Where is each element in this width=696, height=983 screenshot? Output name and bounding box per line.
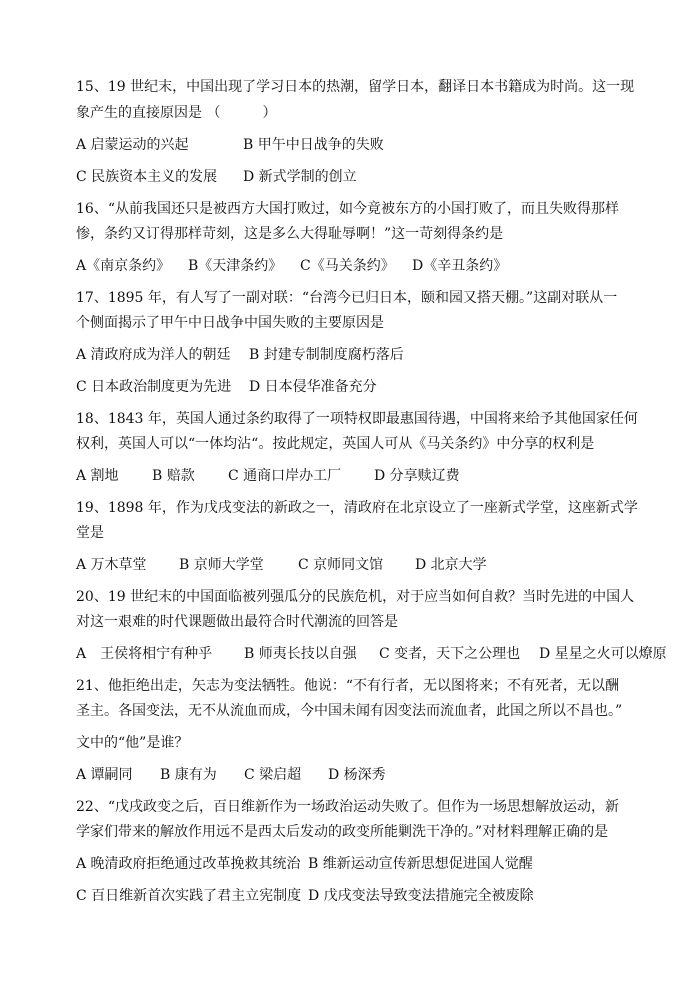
option-c: C 日本政治制度更为先进 [76, 379, 232, 395]
option-c: C 百日维新首次实践了君主立宪制度 [76, 888, 302, 904]
question-17-options-row-2 [76, 378, 377, 396]
question-19-stem-line-1: 19、1898 年，作为戊戌变法的新政之一，清政府在北京设立了一座新式学堂，这座新式学 [76, 500, 638, 516]
question-17-stem-line-1: 17、1895 年，有人写了一副对联：“台湾今已归日本，颐和园又搭天棚。”这副对联从一 [76, 290, 618, 306]
option-c: C 梁启超 [244, 767, 302, 783]
question-15-options-row-2 [76, 168, 357, 186]
question-17-options-row-1 [76, 346, 404, 364]
question-21-options-row-1 [76, 766, 386, 784]
option-d: D 分享赎辽费 [374, 468, 460, 484]
question-22-options-row-2 [76, 887, 534, 905]
option-b: B 赔款 [152, 468, 195, 484]
question-21-stem-line-3: 文中的“他”是谁？ [76, 735, 189, 751]
question-16-options-row-1 [76, 257, 507, 275]
question-15-stem-line-1: 15、19 世纪末，中国出现了学习日本的热潮，留学日本，翻译日本书籍成为时尚。这一现 [76, 79, 635, 95]
question-15-options-row-1 [76, 136, 384, 154]
option-a: A 王侯将相宁有种乎 [76, 646, 213, 662]
option-b: B 维新运动宣传新思想促进国人觉醒 [308, 856, 533, 872]
question-22-stem-line-2: 学家们带来的解放作用远不是西太后发动的政变所能剿洗干净的。”对材料理解正确的是 [76, 824, 609, 840]
option-a: A 谭嗣同 [76, 767, 133, 783]
option-d: D 杨深秀 [328, 767, 386, 783]
question-21-stem-line-1: 21、他拒绝出走，矢志为变法牺牲。他说：“不有行者，无以图将来；不有死者，无以酬 [76, 678, 619, 694]
option-c: C 京师同文馆 [298, 557, 384, 573]
option-a: A 清政府成为洋人的朝廷 [76, 347, 231, 363]
option-b: B 京师大学堂 [179, 557, 264, 573]
option-c: C 民族资本主义的发展 [76, 169, 218, 185]
option-a: A 割地 [76, 468, 119, 484]
question-22-options-row-1 [76, 855, 533, 873]
option-d: D《辛丑条约》 [412, 258, 508, 274]
option-a: A 晚清政府拒绝通过改革挽救其统治 [76, 856, 301, 872]
question-20-options-row-1 [76, 645, 667, 663]
option-a: A 万木草堂 [76, 557, 147, 573]
option-d: D 星星之火可以燎原 [539, 646, 667, 662]
question-18-options-row-1 [76, 467, 460, 485]
option-b: B 甲午中日战争的失败 [243, 137, 384, 153]
question-22-stem-line-1: 22、“戊戌政变之后，百日维新作为一场政治运动失败了。但作为一场思想解放运动，新 [76, 799, 619, 815]
option-b: B 康有为 [160, 767, 217, 783]
question-20-stem-line-2: 对这一艰难的时代课题做出最符合时代潮流的回答是 [76, 614, 398, 630]
option-c: C《马关条约》 [300, 258, 395, 274]
option-d: D 日本侵华准备充分 [249, 379, 377, 395]
question-15-stem-line-2: 象产生的直接原因是 （ ） [76, 105, 277, 121]
question-20-stem-line-1: 20、19 世纪末的中国面临被列强瓜分的民族危机，对于应当如何自救？当时先进的中国人 [76, 589, 635, 605]
question-16-stem-line-2: 惨，条约又订得那样苛刻，这是多么大得耻辱啊！”这一苛刻得条约是 [76, 226, 504, 242]
option-d: D 新式学制的创立 [243, 169, 357, 185]
question-18-stem-line-2: 权利，英国人可以“一体均沾“。按此规定，英国人可从《马关条约》中分享的权利是 [76, 436, 595, 452]
option-b: B《天津条约》 [188, 258, 283, 274]
question-21-stem-line-2: 圣主。各国变法，无不从流血而成，今中国未闻有因变法而流血者，此国之所以不昌也。” [76, 703, 623, 719]
question-18-stem-line-1: 18、1843 年，英国人通过条约取得了一项特权即最惠国待遇，中国将来给予其他国家任何 [76, 411, 638, 427]
option-d: D 戊戌变法导致变法措施完全被废除 [308, 888, 534, 904]
option-d: D 北京大学 [415, 557, 487, 573]
option-b: B 师夷长技以自强 [244, 646, 357, 662]
question-19-options-row-1 [76, 556, 487, 574]
option-a: A 启蒙运动的兴起 [76, 137, 189, 153]
option-c: C 变者，天下之公理也 [379, 646, 521, 662]
question-17-stem-line-2: 个侧面揭示了甲午中日战争中国失败的主要原因是 [76, 315, 384, 331]
option-c: C 通商口岸办工厂 [228, 468, 342, 484]
question-16-stem-line-1: 16、“从前我国还只是被西方大国打败过，如今竟被东方的小国打败了，而且失败得那样 [76, 201, 619, 217]
option-b: B 封建专制制度腐朽落后 [249, 347, 404, 363]
option-a: A《南京条约》 [76, 258, 171, 274]
question-19-stem-line-2: 堂是 [76, 525, 104, 541]
